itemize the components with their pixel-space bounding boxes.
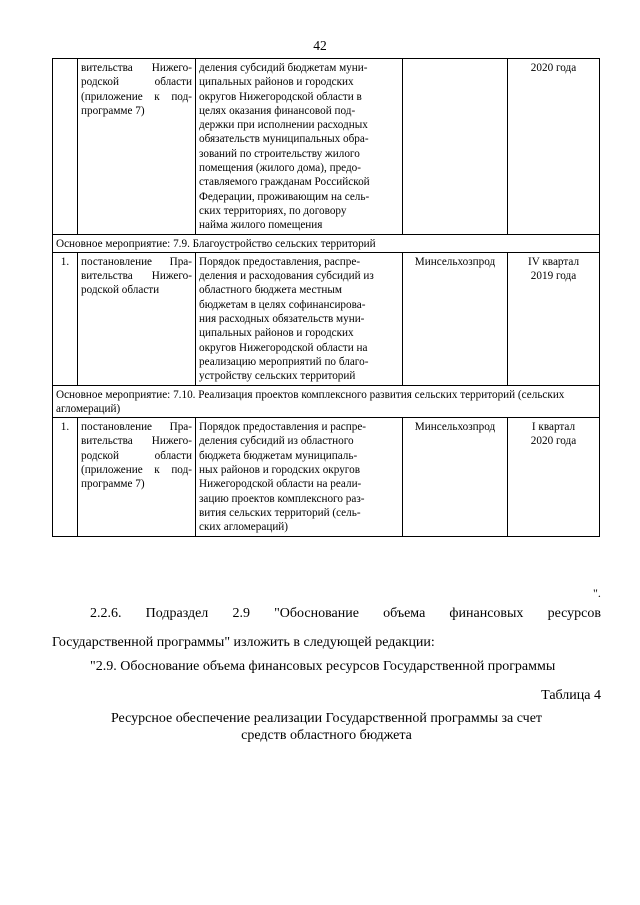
cell-deadline [508,252,600,385]
text-line: ских агломераций) [199,521,289,534]
title-line: средств областного бюджета [241,728,412,743]
text-line: ских территориях, по договору [199,204,347,217]
text-line: ния расходных обязательств муни- [199,313,365,326]
text-line: целях оказания финансовой под- [199,104,356,117]
table-label: Таблица 4 [541,688,601,703]
subsection-heading: "2.9. Обоснование объема финансовых ресурсов Государственной программы [90,659,556,674]
text-line: помещения (жилого дома), предо- [199,162,361,175]
measures-table [52,58,600,537]
cell-deadline [508,418,600,536]
text-line: постановление Пра- [81,421,192,434]
text-line: (приложение к под- [81,464,192,477]
text-line: вительства Нижего- [81,62,192,74]
text-line: вительства Нижего- [81,435,192,448]
text-line: найма жилого помещения [199,219,323,232]
text-line: постановление Пра- [81,255,192,268]
text-line: (приложение к под- [81,90,192,103]
cell-document-title [196,252,403,385]
cell-document-type [78,59,196,235]
paragraph-line: Государственной программы" изложить в следующей редакции: [52,635,435,650]
text-line: зований по строительству жилого [199,147,360,160]
text-line: родской области [81,76,192,89]
cell-number [53,59,78,235]
page-number: 42 [313,38,327,53]
text-line: округов Нижегородской области на [199,341,368,354]
text-line: программе 7) [81,478,145,491]
cell-responsible: Минсельхозпрод [403,252,508,385]
text-line: I квартал [531,421,576,434]
text-line: бюджетам в целях софинансирова- [199,298,366,311]
cell-number: 1. [53,418,78,536]
cell-document-title [196,59,403,235]
section-row [53,234,600,252]
cell-responsible: Минсельхозпрод [403,418,508,536]
text-line: родской области [81,449,192,462]
text-line: устройству сельских территорий [199,370,356,383]
section-row [53,385,600,418]
closing-quote: ". [593,586,601,600]
cell-deadline: 2020 года [508,59,600,235]
cell-number: 1. [53,252,78,385]
text-line: Нижегородской области на реали- [199,478,362,491]
text-line: деления субсидий из областного [199,435,354,448]
text-line: ных районов и городских округов [199,464,360,477]
text-line: Федерации, проживающим на сель- [199,190,370,203]
section-title: Основное мероприятие: 7.10. Реализация проектов комплексного развития сельских территорий (сельских агломераций) [53,385,600,418]
text-line: вительства Нижего- [81,270,192,283]
cell-document-type [78,252,196,385]
text-line: реализацию мероприятий по благо- [199,355,369,368]
text-line: зацию проектов комплексного раз- [199,492,365,505]
table-row [53,418,600,536]
text-line: обязательств муниципальных обра- [199,133,369,146]
text-line: ципальных районов и городских [199,76,354,89]
table-row [53,252,600,385]
section-title: Основное мероприятие: 7.9. Благоустройство сельских территорий [53,234,600,252]
amendment-paragraph [52,604,601,653]
text-line: Порядок предоставления и распре- [199,421,367,434]
text-line: держки при исполнении расходных [199,119,368,132]
text-line: вития сельских территорий (сель- [199,506,361,519]
text-line: округов Нижегородской области в [199,90,362,103]
cell-responsible [403,59,508,235]
text-line: 2019 года [530,270,577,283]
text-line: деления и расходования субсидий из [199,270,374,283]
text-line: ставляемого гражданам Российской [199,176,370,189]
title-line: Ресурсное обеспечение реализации Государственной программы за счет [110,711,543,726]
cell-document-type [78,418,196,536]
text-line: бюджета бюджетам муниципаль- [199,449,358,462]
text-line: ципальных районов и городских [199,327,354,340]
text-line: областного бюджета местным [199,284,342,297]
cell-document-title [196,418,403,536]
paragraph-line: 2.2.6. Подраздел 2.9 "Обоснование объема финансовых ресурсов [90,606,601,621]
text-line: IV квартал [527,255,580,268]
text-line: программе 7) [81,104,145,117]
table-row-continued [53,59,600,235]
text-line: деления субсидий бюджетам муни- [199,62,368,74]
text-line: родской области [81,284,160,297]
text-line: Порядок предоставления, распре- [199,255,361,268]
table-title [52,710,601,744]
text-line: 2020 года [530,435,577,448]
